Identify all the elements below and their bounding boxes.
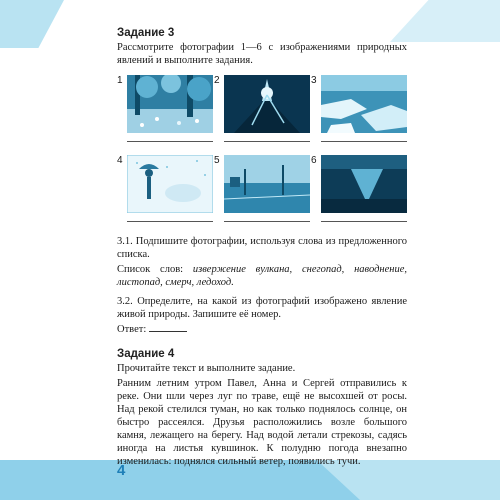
answer-line[interactable] xyxy=(321,221,407,222)
word-list-words: извержение вулкана, снегопад, наводнение, листопад, смерч, ледоход. xyxy=(117,264,408,288)
photo-number: 3 xyxy=(311,75,317,86)
answer-blank[interactable] xyxy=(149,331,187,332)
photo-number: 6 xyxy=(311,155,317,166)
photo-number: 5 xyxy=(214,155,220,166)
answer-label: Ответ: xyxy=(117,324,147,335)
snowfall-photo xyxy=(127,155,213,213)
volcano-photo xyxy=(224,75,310,133)
answer-line[interactable] xyxy=(127,141,213,142)
task3-intro: Рассмотрите фотографии 1—6 с изображениями природных явлений и выполните задания. xyxy=(117,42,407,66)
word-list xyxy=(117,263,407,289)
photo-cell-4 xyxy=(117,155,213,222)
photo-cell-6 xyxy=(311,155,407,222)
leaf-fall-photo xyxy=(127,75,213,133)
ice-drift-photo xyxy=(321,75,407,133)
task4-text: Ранним летним утром Павел, Анна и Сергей отправились к реке. Они шли через луг по траве, ещё не высохшей от росы. Над рекой стелился туман, но как только поднялось солнце, он быстро рассеялся. Друзья расположились возле большого камня, лежащего на берегу. Над водой летали стрекозы, садясь иногда на листья кувшинок. К полудню погода внезапно изменилась: поднялся сильный ветер, появились тучи. xyxy=(117,378,407,467)
photo-number: 4 xyxy=(117,155,123,166)
task4-title: Задание 4 xyxy=(117,348,175,360)
photo-number: 2 xyxy=(214,75,220,86)
flood-photo xyxy=(224,155,310,213)
task3-title: Задание 3 xyxy=(117,27,175,39)
word-list-label: Список слов: xyxy=(117,264,184,275)
task3-question-1: 3.1. Подпишите фотографии, используя слова из предложенного списка. xyxy=(117,236,407,260)
page-content xyxy=(117,27,407,468)
photo-cell-1 xyxy=(117,75,213,142)
tornado-photo xyxy=(321,155,407,213)
answer-row xyxy=(117,323,407,336)
corner-decoration-left xyxy=(0,0,64,48)
photo-cell-2 xyxy=(214,75,310,142)
photo-number: 1 xyxy=(117,75,123,86)
answer-line[interactable] xyxy=(127,221,213,222)
photo-cell-3 xyxy=(311,75,407,142)
answer-line[interactable] xyxy=(224,221,310,222)
answer-line[interactable] xyxy=(224,141,310,142)
page-number: 4 xyxy=(117,462,126,479)
answer-line[interactable] xyxy=(321,141,407,142)
photo-grid xyxy=(117,71,407,229)
task3-question-2: 3.2. Определите, на какой из фотографий изображено явление живой природы. Запишите её номер. xyxy=(117,296,407,320)
photo-cell-5 xyxy=(214,155,310,222)
task4-intro: Прочитайте текст и выполните задание. xyxy=(117,363,296,374)
